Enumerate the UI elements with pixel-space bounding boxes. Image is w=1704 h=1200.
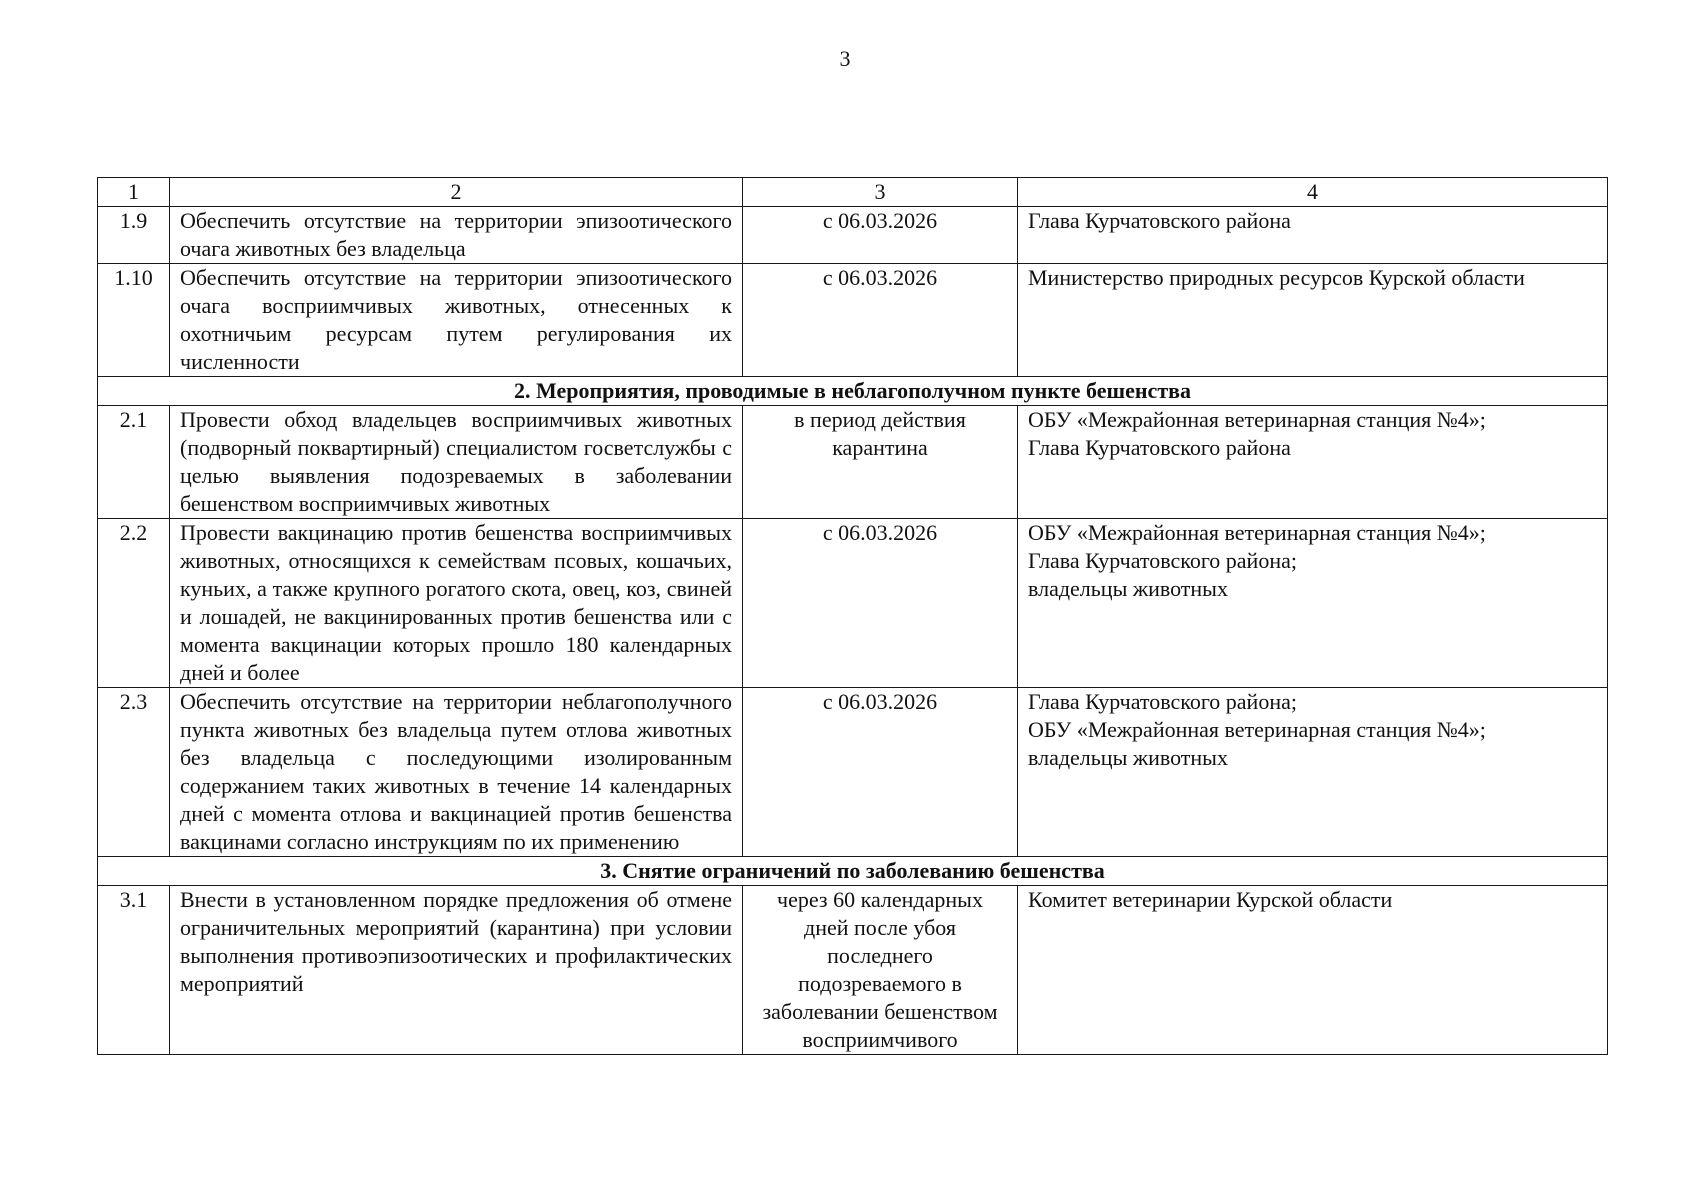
row-action: Обеспечить отсутствие на территории неблагополучного пункта животных без владельца путем отлова животных без владельца с последующими изолированным содержанием таких животных в течение 14 календарных дней с момента отлова и вакцинацией против бешенства вакцинами согласно инструкциям по их применению [170, 688, 743, 857]
table-row [98, 886, 1608, 1055]
column-number-row [98, 178, 1608, 207]
responsible-line: Комитет ветеринарии Курской области [1028, 887, 1393, 912]
row-action: Провести обход владельцев восприимчивых животных (подворный поквартирный) специалистом госветслужбы с целью выявления подозреваемых в заболевании бешенством восприимчивых животных [170, 406, 743, 519]
responsible-line: Глава Курчатовского района [1028, 435, 1291, 460]
responsible-line: владельцы животных [1028, 576, 1228, 601]
responsible-line: Глава Курчатовского района; [1028, 689, 1297, 714]
table-row [98, 264, 1608, 377]
row-action: Обеспечить отсутствие на территории эпизоотического очага восприимчивых животных, отнесенных к охотничьим ресурсам путем регулирования их численности [170, 264, 743, 377]
measures-table [97, 177, 1608, 1055]
responsible-line: владельцы животных [1028, 745, 1228, 770]
column-number: 4 [1018, 178, 1608, 207]
row-responsible [1018, 519, 1608, 688]
row-action: Обеспечить отсутствие на территории эпизоотического очага животных без владельца [170, 207, 743, 264]
row-responsible [1018, 264, 1608, 377]
column-number: 2 [170, 178, 743, 207]
responsible-line: ОБУ «Межрайонная ветеринарная станция №4»; [1028, 717, 1486, 742]
row-responsible [1018, 688, 1608, 857]
row-number: 2.2 [98, 519, 170, 688]
page-number: 3 [839, 46, 851, 71]
row-term: с 06.03.2026 [743, 519, 1018, 688]
row-term: в период действия карантина [743, 406, 1018, 519]
table-row [98, 519, 1608, 688]
responsible-line: Глава Курчатовского района; [1028, 548, 1297, 573]
row-number: 2.3 [98, 688, 170, 857]
responsible-line: ОБУ «Межрайонная ветеринарная станция №4»; [1028, 520, 1486, 545]
row-term: через 60 календарных дней после убоя последнего подозреваемого в заболевании бешенством восприимчивого [743, 886, 1018, 1055]
row-number: 2.1 [98, 406, 170, 519]
section-title: 2. Мероприятия, проводимые в неблагополучном пункте бешенства [98, 377, 1608, 406]
section-header-row [98, 377, 1608, 406]
table-row [98, 207, 1608, 264]
column-number: 1 [98, 178, 170, 207]
row-number: 1.9 [98, 207, 170, 264]
responsible-line: Министерство природных ресурсов Курской области [1028, 265, 1525, 290]
row-responsible [1018, 406, 1608, 519]
row-number: 3.1 [98, 886, 170, 1055]
table-row [98, 406, 1608, 519]
column-number: 3 [743, 178, 1018, 207]
row-term: с 06.03.2026 [743, 688, 1018, 857]
row-number: 1.10 [98, 264, 170, 377]
row-responsible [1018, 207, 1608, 264]
row-action: Провести вакцинацию против бешенства восприимчивых животных, относящихся к семействам псовых, кошачьих, куньих, а также крупного рогатого скота, овец, коз, свиней и лошадей, не вакцинированных против бешенства или с момента вакцинации которых прошло 180 календарных дней и более [170, 519, 743, 688]
row-action: Внести в установленном порядке предложения об отмене ограничительных мероприятий (карантина) при условии выполнения противоэпизоотических и профилактических мероприятий [170, 886, 743, 1055]
row-term: с 06.03.2026 [743, 207, 1018, 264]
section-header-row [98, 857, 1608, 886]
table-row [98, 688, 1608, 857]
section-title: 3. Снятие ограничений по заболеванию бешенства [98, 857, 1608, 886]
row-term: с 06.03.2026 [743, 264, 1018, 377]
responsible-line: ОБУ «Межрайонная ветеринарная станция №4»; [1028, 407, 1486, 432]
row-responsible [1018, 886, 1608, 1055]
responsible-line: Глава Курчатовского района [1028, 208, 1291, 233]
